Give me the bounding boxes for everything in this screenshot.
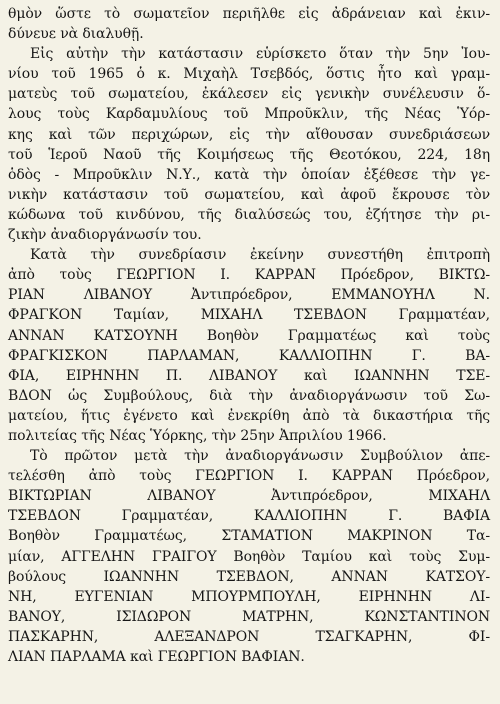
text-line: Βοηθὸν Γραμματέως, ΣΤΑΜΑΤΙΟΝ ΜΑΚΡΙΝΟΝ Τα- [8, 528, 490, 545]
text-line: Τὸ πρῶτον μετὰ τὴν ἀναδιοργάνωσιν Συμβούλιον ἀπε- [30, 448, 490, 465]
text-line: ΒΔΟΝ ὡς Συμβούλους, διὰ τὴν ἀναδιοργάνωσιν τοῦ Σω- [8, 387, 490, 404]
text-line: βούλους ΙΩΑΝΝΗΝ ΤΣΕΒΔΟΝ, ΑΝΝΑΝ ΚΑΤΣΟΥ- [8, 568, 490, 585]
text-line: τοῦ Ἱεροῦ Ναοῦ τῆς Κοιμήσεως τῆς Θεοτόκου, 224, 18η [8, 146, 490, 163]
text-line: ΦΡΑΓΚΙΣΚΟΝ ΠΑΡΛΑΜΑΝ, ΚΑΛΛΙΟΠΗΝ Γ. ΒΑ- [8, 347, 490, 364]
text-line: ζικὴν ἀναδιοργάνωσίν του. [8, 227, 202, 244]
text-line: ΛΙΑΝ ΠΑΡΛΑΜΑ καὶ ΓΕΩΡΓΙΟΝ ΒΑΦΙΑΝ. [8, 649, 305, 665]
text-line: νίου τοῦ 1965 ὁ κ. Μιχαὴλ Τσεβδός, ὅστις ἦτο καὶ γραμ- [8, 66, 490, 83]
text-line: θμὸν ὥστε τὸ σωματεῖον περιῆλθε εἰς ἀδράνειαν καὶ ἐκιν- [8, 6, 490, 22]
text-line: ΠΑΣΚΑΡΗΝ, ΑΛΕΞΑΝΔΡΟΝ ΤΣΑΓΚΑΡΗΝ, ΦΙ- [8, 628, 490, 645]
text-line: πολιτείας τῆς Νέας Ὑόρκης, τὴν 25ην Ἀπριλίου 1966. [8, 427, 387, 444]
text-line: Εἰς αὐτὴν τὴν κατάστασιν εὑρίσκετο ὅταν τὴν 5ην Ἰου- [30, 46, 490, 63]
text-line: ΦΡΑΓΚΟΝ Ταμίαν, ΜΙΧΑΗΛ ΤΣΕΒΔΟΝ Γραμματέαν, [8, 307, 490, 324]
text-line: ΒΑΝΟΥ, ΙΣΙΔΩΡΟΝ ΜΑΤΡΗΝ, ΚΩΝΣΤΑΝΤΙΝΟΝ [8, 608, 490, 625]
text-line: ματεὺς τοῦ σωματείου, ἐκάλεσεν εἰς γενικὴν συνέλευσιν ὅ- [8, 86, 490, 103]
text-line: δύνευε νὰ διαλυθῇ. [8, 26, 144, 43]
text-line: ΡΙΑΝ ΛΙΒΑΝΟΥ Ἀντιπρόεδρον, ΕΜΜΑΝΟΥΗΛ Ν. [8, 287, 490, 304]
text-line: νικὴν κατάστασιν τοῦ σωματείου, καὶ ἀφοῦ ἔκρουσε τὸν [8, 186, 490, 203]
text-line: ματείου, ἥτις ἐγένετο καὶ ἐνεκρίθη ἀπὸ τὰ δικαστήρια τῆς [8, 407, 490, 424]
text-line: ὁδὸς - Μπροῦκλιν Ν.Υ., κατὰ τὴν ὁποίαν ἐξέθεσε τὴν γε- [8, 166, 490, 183]
text-line: κώδωνα τοῦ κινδύνου, τῆς διαλύσεώς του, ἐζήτησε τὴν ρι- [8, 206, 490, 223]
text-line: τελέσθη ἀπὸ τοὺς ΓΕΩΡΓΙΟΝ Ι. ΚΑΡΡΑΝ Πρόεδρον, [8, 468, 490, 485]
text-line: ΑΝΝΑΝ ΚΑΤΣΟΥΝΗ Βοηθὸν Γραμματέως καὶ τοὺς [8, 327, 490, 344]
text-line: ΤΣΕΒΔΟΝ Γραμματέαν, ΚΑΛΛΙΟΠΗΝ Γ. ΒΑΦΙΑ [8, 508, 490, 525]
text-line: ἀπὸ τοὺς ΓΕΩΡΓΙΟΝ Ι. ΚΑΡΡΑΝ Πρόεδρον, ΒΙΚΤΩ- [8, 267, 490, 284]
text-line: μίαν, ΑΓΓΕΛΗΝ ΓΡΑΙΓΟΥ Βοηθὸν Ταμίου καὶ τοὺς Συμ- [8, 548, 490, 565]
text-line: Κατὰ τὴν συνεδρίασιν ἐκείνην συνεστήθη ἐπιτροπὴ [30, 247, 490, 264]
text-line: ΒΙΚΤΩΡΙΑΝ ΛΙΒΑΝΟΥ Ἀντιπρόεδρον, ΜΙΧΑΗΛ [8, 488, 490, 505]
text-line: ΝΗ, ΕΥΓΕΝΙΑΝ ΜΠΟΥΡΜΠΟΥΛΗ, ΕΙΡΗΝΗΝ ΛΙ- [8, 588, 490, 605]
text-line: κης καὶ τῶν περιχώρων, εἰς τὴν αἴθουσαν συνεδριάσεων [8, 126, 490, 143]
text-line: λους τοὺς Καρδαμυλίους τοῦ Μπροῦκλιν, τῆς Νέας Ὑόρ- [8, 106, 490, 123]
text-line: ΦΙΑ, ΕΙΡΗΝΗΝ Π. ΛΙΒΑΝΟΥ καὶ ΙΩΑΝΝΗΝ ΤΣΕ- [8, 367, 490, 384]
